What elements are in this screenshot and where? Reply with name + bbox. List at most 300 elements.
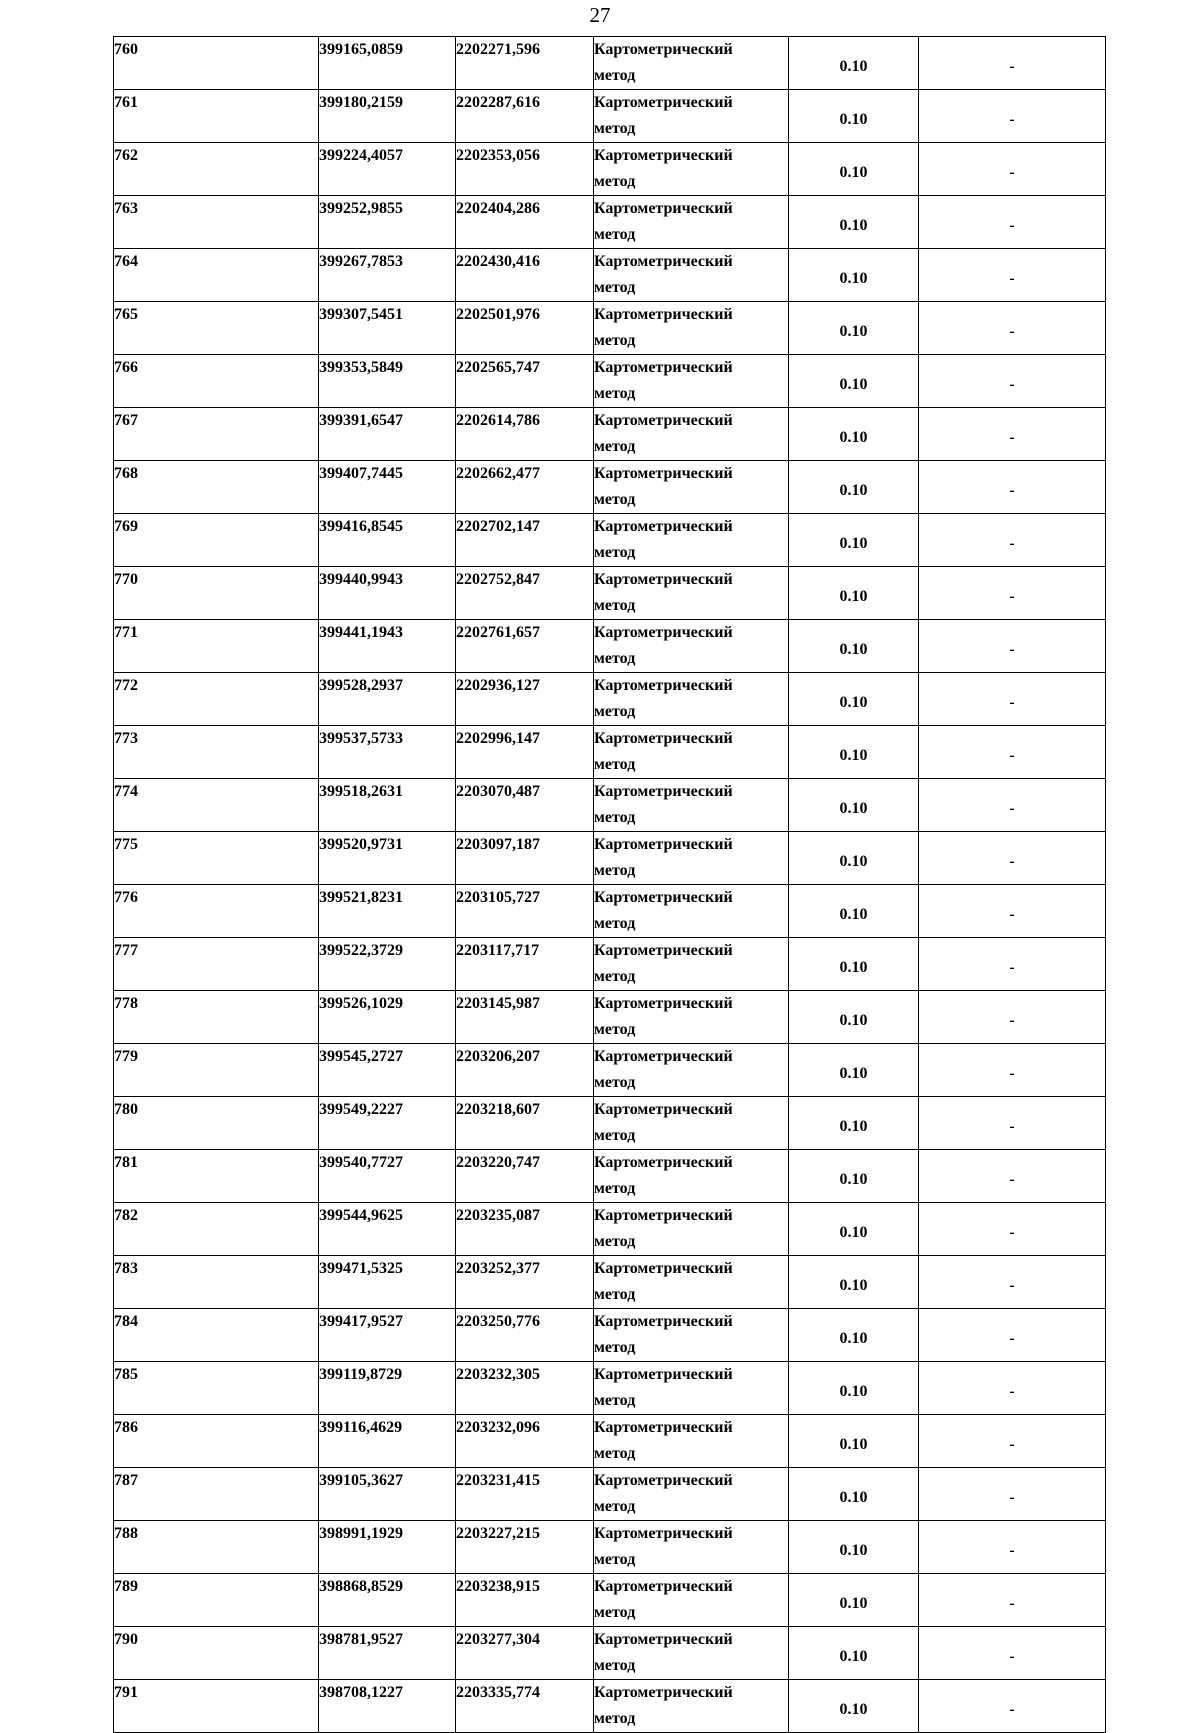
method-text-line2: метод [594,1074,636,1091]
method-text-line2: метод [594,756,636,773]
method-cell [594,1044,789,1097]
y-coordinate-cell [456,1521,594,1574]
x-coordinate-text: 399353,5849 [319,359,403,376]
y-coordinate-cell [456,885,594,938]
y-coordinate-text: 2203232,096 [456,1419,540,1436]
method-text-line2: метод [594,491,636,508]
note-text: - [1009,1118,1015,1135]
method-cell [594,567,789,620]
x-coordinate-text: 399521,8231 [319,889,403,906]
method-text-line1: Картометрический [594,200,733,217]
method-text-line2: метод [594,1339,636,1356]
method-text-line1: Картометрический [594,306,733,323]
y-coordinate-cell [456,514,594,567]
y-coordinate-text: 2202430,416 [456,253,540,270]
accuracy-text: 0.10 [839,1648,868,1665]
point-number-text: 764 [114,253,138,270]
table-row [114,938,1106,991]
note-text: - [1009,1224,1015,1241]
method-text-line2: метод [594,862,636,879]
method-text-line1: Картометрический [594,889,733,906]
note-text: - [1009,694,1015,711]
method-text-line1: Картометрический [594,412,733,429]
y-coordinate-cell [456,726,594,779]
x-coordinate-text: 399471,5325 [319,1260,403,1277]
accuracy-text: 0.10 [839,58,868,75]
y-coordinate-text: 2203097,187 [456,836,540,853]
method-cell [594,143,789,196]
note-text: - [1009,1489,1015,1506]
method-text-line2: метод [594,1604,636,1621]
y-coordinate-cell [456,1574,594,1627]
y-coordinate-text: 2203231,415 [456,1472,540,1489]
x-coordinate-text: 399417,9527 [319,1313,403,1330]
note-text: - [1009,58,1015,75]
method-text-line1: Картометрический [594,942,733,959]
method-cell [594,196,789,249]
point-number-text: 776 [114,889,138,906]
accuracy-text: 0.10 [839,641,868,658]
point-number-cell [114,1309,319,1362]
point-number-text: 763 [114,200,138,217]
table-row [114,1362,1106,1415]
point-number-text: 791 [114,1684,138,1701]
x-coordinate-text: 399116,4629 [319,1419,403,1436]
x-coordinate-cell [319,37,456,90]
y-coordinate-text: 2202996,147 [456,730,540,747]
note-text: - [1009,535,1015,552]
point-number-cell [114,673,319,726]
table-row [114,196,1106,249]
point-number-cell [114,726,319,779]
method-text-line1: Картометрический [594,465,733,482]
x-coordinate-cell [319,726,456,779]
method-cell [594,1362,789,1415]
accuracy-cell [789,1362,919,1415]
y-coordinate-text: 2202404,286 [456,200,540,217]
accuracy-text: 0.10 [839,906,868,923]
point-number-text: 760 [114,41,138,58]
note-text: - [1009,482,1015,499]
accuracy-text: 0.10 [839,1065,868,1082]
table-row [114,1097,1106,1150]
point-number-text: 777 [114,942,138,959]
table-row [114,249,1106,302]
note-text: - [1009,906,1015,923]
method-cell [594,1468,789,1521]
note-cell [919,1044,1106,1097]
note-cell [919,1150,1106,1203]
y-coordinate-text: 2202565,747 [456,359,540,376]
y-coordinate-cell [456,620,594,673]
accuracy-text: 0.10 [839,111,868,128]
method-text-line2: метод [594,544,636,561]
table-row [114,1415,1106,1468]
accuracy-text: 0.10 [839,1330,868,1347]
table-row [114,1574,1106,1627]
x-coordinate-cell [319,1627,456,1680]
y-coordinate-text: 2203252,377 [456,1260,540,1277]
note-text: - [1009,270,1015,287]
method-text-line1: Картометрический [594,359,733,376]
y-coordinate-cell [456,991,594,1044]
y-coordinate-text: 2203250,776 [456,1313,540,1330]
note-text: - [1009,1171,1015,1188]
accuracy-cell [789,1044,919,1097]
note-text: - [1009,1065,1015,1082]
method-text-line2: метод [594,1551,636,1568]
method-text-line2: метод [594,1710,636,1727]
y-coordinate-text: 2203070,487 [456,783,540,800]
x-coordinate-text: 398868,8529 [319,1578,403,1595]
table-row [114,1150,1106,1203]
note-cell [919,249,1106,302]
x-coordinate-cell [319,1309,456,1362]
x-coordinate-text: 399224,4057 [319,147,403,164]
method-text-line2: метод [594,226,636,243]
note-cell [919,938,1106,991]
y-coordinate-text: 2203117,717 [456,942,540,959]
note-cell [919,1627,1106,1680]
y-coordinate-cell [456,1309,594,1362]
y-coordinate-cell [456,567,594,620]
accuracy-cell [789,1150,919,1203]
point-number-text: 785 [114,1366,138,1383]
accuracy-text: 0.10 [839,429,868,446]
point-number-text: 781 [114,1154,138,1171]
point-number-cell [114,461,319,514]
x-coordinate-cell [319,673,456,726]
point-number-cell [114,779,319,832]
x-coordinate-cell [319,355,456,408]
accuracy-text: 0.10 [839,1436,868,1453]
x-coordinate-text: 399105,3627 [319,1472,403,1489]
method-text-line1: Картометрический [594,253,733,270]
x-coordinate-cell [319,1574,456,1627]
x-coordinate-text: 399307,5451 [319,306,403,323]
point-number-cell [114,1150,319,1203]
table-row [114,620,1106,673]
note-text: - [1009,323,1015,340]
note-text: - [1009,1012,1015,1029]
method-cell [594,885,789,938]
method-text-line1: Картометрический [594,1048,733,1065]
x-coordinate-text: 399391,6547 [319,412,403,429]
x-coordinate-cell [319,196,456,249]
point-number-text: 787 [114,1472,138,1489]
method-cell [594,832,789,885]
note-text: - [1009,1701,1015,1718]
y-coordinate-text: 2203235,087 [456,1207,540,1224]
point-number-text: 772 [114,677,138,694]
accuracy-text: 0.10 [839,164,868,181]
y-coordinate-text: 2202662,477 [456,465,540,482]
note-cell [919,620,1106,673]
point-number-text: 779 [114,1048,138,1065]
point-number-text: 783 [114,1260,138,1277]
y-coordinate-text: 2203227,215 [456,1525,540,1542]
x-coordinate-cell [319,1468,456,1521]
method-cell [594,90,789,143]
x-coordinate-text: 399526,1029 [319,995,403,1012]
method-text-line2: метод [594,809,636,826]
accuracy-text: 0.10 [839,800,868,817]
y-coordinate-cell [456,408,594,461]
y-coordinate-cell [456,1044,594,1097]
method-text-line1: Картометрический [594,1419,733,1436]
x-coordinate-text: 398708,1227 [319,1684,403,1701]
method-text-line2: метод [594,1657,636,1674]
accuracy-text: 0.10 [839,959,868,976]
point-number-cell [114,620,319,673]
point-number-text: 790 [114,1631,138,1648]
note-cell [919,1521,1106,1574]
method-cell [594,779,789,832]
y-coordinate-text: 2203220,747 [456,1154,540,1171]
y-coordinate-text: 2202614,786 [456,412,540,429]
x-coordinate-cell [319,1097,456,1150]
accuracy-cell [789,1627,919,1680]
table-row [114,1203,1106,1256]
accuracy-text: 0.10 [839,270,868,287]
x-coordinate-text: 399540,7727 [319,1154,403,1171]
accuracy-cell [789,938,919,991]
table-row [114,143,1106,196]
method-text-line2: метод [594,1445,636,1462]
table-row [114,355,1106,408]
y-coordinate-cell [456,90,594,143]
note-cell [919,302,1106,355]
accuracy-cell [789,1256,919,1309]
y-coordinate-cell [456,1415,594,1468]
y-coordinate-cell [456,143,594,196]
point-number-text: 762 [114,147,138,164]
method-text-line1: Картометрический [594,1525,733,1542]
x-coordinate-text: 398781,9527 [319,1631,403,1648]
x-coordinate-cell [319,1521,456,1574]
point-number-cell [114,37,319,90]
table-row [114,37,1106,90]
x-coordinate-cell [319,249,456,302]
method-cell [594,991,789,1044]
point-number-text: 765 [114,306,138,323]
method-cell [594,1097,789,1150]
point-number-cell [114,1256,319,1309]
method-text-line2: метод [594,703,636,720]
x-coordinate-cell [319,1680,456,1733]
method-cell [594,302,789,355]
y-coordinate-text: 2203277,304 [456,1631,540,1648]
method-cell [594,620,789,673]
method-cell [594,355,789,408]
accuracy-cell [789,1521,919,1574]
note-cell [919,1680,1106,1733]
point-number-cell [114,832,319,885]
note-cell [919,461,1106,514]
point-number-cell [114,1468,319,1521]
note-text: - [1009,164,1015,181]
point-number-cell [114,302,319,355]
method-text-line1: Картометрический [594,1366,733,1383]
x-coordinate-text: 399180,2159 [319,94,403,111]
x-coordinate-text: 399441,1943 [319,624,403,641]
point-number-text: 767 [114,412,138,429]
method-cell [594,1627,789,1680]
point-number-cell [114,567,319,620]
accuracy-text: 0.10 [839,1542,868,1559]
accuracy-cell [789,885,919,938]
method-text-line1: Картометрический [594,1207,733,1224]
table-row [114,1521,1106,1574]
point-number-cell [114,355,319,408]
point-number-cell [114,1574,319,1627]
note-cell [919,779,1106,832]
accuracy-cell [789,1415,919,1468]
y-coordinate-cell [456,249,594,302]
note-cell [919,885,1106,938]
method-text-line1: Картометрический [594,518,733,535]
method-text-line1: Картометрический [594,1578,733,1595]
method-cell [594,514,789,567]
point-number-cell [114,885,319,938]
y-coordinate-cell [456,673,594,726]
note-cell [919,991,1106,1044]
table-row [114,779,1106,832]
point-number-text: 788 [114,1525,138,1542]
note-text: - [1009,641,1015,658]
accuracy-cell [789,991,919,1044]
method-cell [594,37,789,90]
note-cell [919,1256,1106,1309]
table-row [114,1309,1106,1362]
accuracy-cell [789,90,919,143]
method-text-line2: метод [594,968,636,985]
x-coordinate-cell [319,1362,456,1415]
x-coordinate-cell [319,514,456,567]
method-text-line2: метод [594,650,636,667]
y-coordinate-cell [456,1362,594,1415]
point-number-text: 766 [114,359,138,376]
table-row [114,832,1106,885]
table-row [114,302,1106,355]
method-cell [594,461,789,514]
method-text-line1: Картометрический [594,1631,733,1648]
method-text-line2: метод [594,279,636,296]
page-number: 27 [589,3,611,27]
method-text-line1: Картометрический [594,1101,733,1118]
method-text-line2: метод [594,1180,636,1197]
point-number-cell [114,1097,319,1150]
point-number-text: 784 [114,1313,138,1330]
note-cell [919,514,1106,567]
method-text-line1: Картометрический [594,41,733,58]
point-number-cell [114,143,319,196]
method-text-line2: метод [594,1127,636,1144]
y-coordinate-text: 2202501,976 [456,306,540,323]
x-coordinate-text: 399537,5733 [319,730,403,747]
point-number-cell [114,1362,319,1415]
note-text: - [1009,1542,1015,1559]
x-coordinate-text: 399416,8545 [319,518,403,535]
note-text: - [1009,217,1015,234]
x-coordinate-cell [319,1203,456,1256]
method-cell [594,1574,789,1627]
point-number-cell [114,90,319,143]
x-coordinate-text: 399518,2631 [319,783,403,800]
note-cell [919,673,1106,726]
y-coordinate-text: 2203206,207 [456,1048,540,1065]
accuracy-text: 0.10 [839,853,868,870]
table-row [114,726,1106,779]
accuracy-cell [789,302,919,355]
x-coordinate-text: 399407,7445 [319,465,403,482]
accuracy-cell [789,567,919,620]
x-coordinate-text: 399522,3729 [319,942,403,959]
point-number-text: 768 [114,465,138,482]
method-text-line2: метод [594,438,636,455]
method-cell [594,673,789,726]
note-cell [919,832,1106,885]
note-text: - [1009,1330,1015,1347]
point-number-cell [114,196,319,249]
x-coordinate-text: 399165,0859 [319,41,403,58]
point-number-cell [114,249,319,302]
y-coordinate-cell [456,938,594,991]
method-text-line2: метод [594,120,636,137]
y-coordinate-cell [456,1680,594,1733]
accuracy-cell [789,196,919,249]
accuracy-text: 0.10 [839,747,868,764]
y-coordinate-text: 2203232,305 [456,1366,540,1383]
method-text-line2: метод [594,1286,636,1303]
method-cell [594,249,789,302]
method-cell [594,1309,789,1362]
method-cell [594,1680,789,1733]
table-row [114,461,1106,514]
accuracy-cell [789,1468,919,1521]
method-text-line2: метод [594,332,636,349]
method-text-line1: Картометрический [594,1260,733,1277]
note-text: - [1009,1595,1015,1612]
accuracy-text: 0.10 [839,1595,868,1612]
accuracy-text: 0.10 [839,1489,868,1506]
accuracy-text: 0.10 [839,1383,868,1400]
note-cell [919,143,1106,196]
note-cell [919,1097,1106,1150]
method-text-line1: Картометрический [594,1472,733,1489]
accuracy-text: 0.10 [839,535,868,552]
method-text-line1: Картометрический [594,1684,733,1701]
accuracy-cell [789,408,919,461]
method-text-line1: Картометрический [594,147,733,164]
point-number-text: 778 [114,995,138,1012]
point-number-cell [114,938,319,991]
y-coordinate-text: 2202353,056 [456,147,540,164]
method-text-line1: Картометрический [594,571,733,588]
note-text: - [1009,376,1015,393]
accuracy-cell [789,514,919,567]
point-number-cell [114,1044,319,1097]
y-coordinate-text: 2202271,596 [456,41,540,58]
x-coordinate-text: 399520,9731 [319,836,403,853]
y-coordinate-cell [456,832,594,885]
x-coordinate-cell [319,90,456,143]
x-coordinate-cell [319,832,456,885]
note-text: - [1009,959,1015,976]
note-text: - [1009,853,1015,870]
x-coordinate-cell [319,779,456,832]
x-coordinate-cell [319,302,456,355]
